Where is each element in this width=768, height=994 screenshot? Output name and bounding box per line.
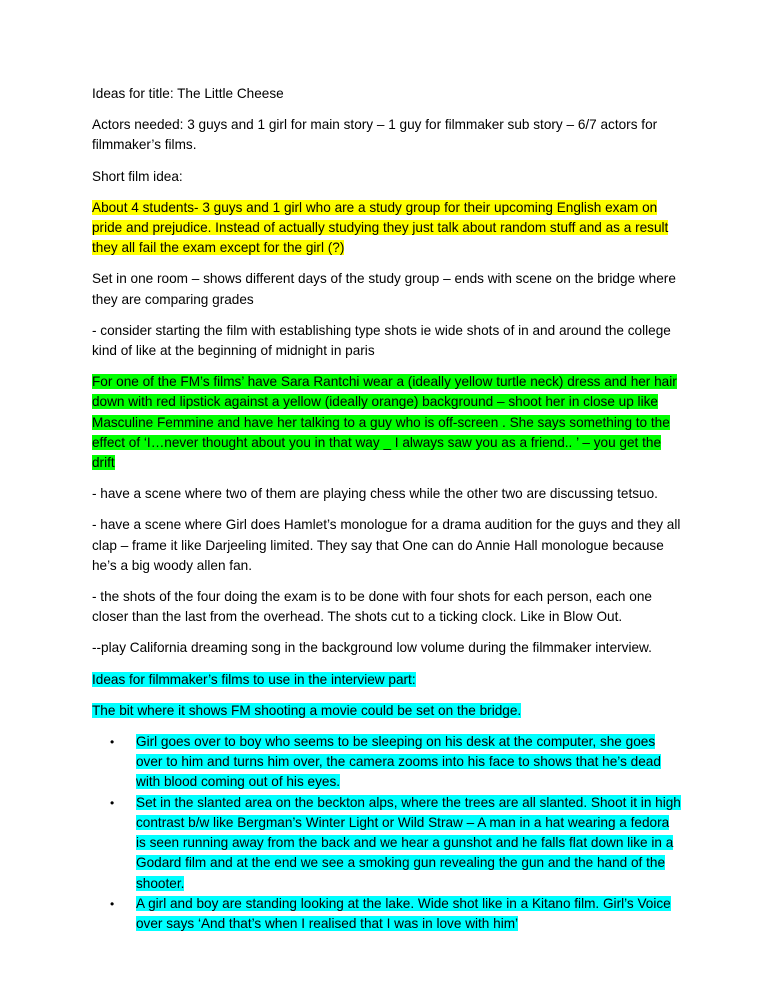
premise-paragraph [92,198,682,259]
list-item [110,894,682,934]
film-ideas-list [92,732,682,934]
list-item-text: A girl and boy are standing looking at the lake. Wide shot like in a Kitano film. Girl’s Voice over says ‘And that’s when I realised that I was in love with him’ [136,895,671,931]
premise-highlight: About 4 students- 3 guys and 1 girl who are a study group for their upcoming English exam on pride and prejudice. Instead of actually studying they just talk about random stuff and as a result they all fail the exam except for the girl (?) [92,199,669,256]
setting-paragraph: Set in one room – shows different days of the study group – ends with scene on the bridge where they are comparing grades [92,271,676,307]
actors-needed-line: Actors needed: 3 guys and 1 girl for main story – 1 guy for filmmaker sub story – 6/7 actors for filmmaker’s films. [92,117,658,153]
interview-ideas-highlight: Ideas for filmmaker’s films to use in the interview part: [92,671,416,687]
title-ideas-line: Ideas for title: The Little Cheese [92,86,284,101]
establishing-shots-paragraph: - consider starting the film with establishing type shots ie wide shots of in and around the college kind of like at the beginning of midnight in paris [92,322,671,359]
hamlet-scene-paragraph: - have a scene where Girl does Hamlet’s monologue for a drama audition for the guys and they all clap – frame it like Darjeeling limited. They say that One can do Annie Hall monologue because he’s a big woody allen fan. [92,517,681,573]
fm-film-highlight: For one of the FM’s films’ have Sara Rantchi wear a (ideally yellow turtle neck) dress and her hair down with red lipstick against a yellow (ideally orange) background – shoot her in close up like Masculine Femmine and have her talking to a guy who is off-screen . She says something to the effect of ‘I…never thought about you in that way _ I always saw you as a friend.. ’ – you get the drift [92,374,677,471]
bridge-note-highlight: The bit where it shows FM shooting a movie could be set on the bridge. [92,702,522,718]
chess-scene-paragraph: - have a scene where two of them are playing chess while the other two are discussing tetsuo. [92,486,658,502]
music-paragraph: --play California dreaming song in the background low volume during the filmmaker interview. [92,640,652,656]
fm-film-paragraph [92,372,682,473]
list-item [110,793,682,894]
exam-shots-paragraph: - the shots of the four doing the exam is to be done with four shots for each person, each one closer than the last from the overhead. The shots cut to a ticking clock. Like in Blow Out. [92,589,652,625]
list-item-text: Girl goes over to boy who seems to be sleeping on his desk at the computer, she goes over to him and turns him over, the camera zooms into his face to shows that he’s dead with blood coming out of his eyes. [136,734,661,790]
bridge-note-paragraph [92,701,682,721]
interview-ideas-label [92,670,682,690]
bullet-icon: • [110,795,115,810]
list-item-text: Set in the slanted area on the beckton alps, where the trees are all slanted. Shoot it in high contrast b/w like Bergman’s Winter Light or Wild Straw – A man in a hat wearing a fedora is seen running away from the back and we hear a gunshot and he falls flat down like in a Godard film and at the end we see a smoking gun revealing the gun and the hand of the shooter. [136,794,681,891]
bullet-icon: • [110,735,115,750]
document-page [92,84,682,934]
short-film-label: Short film idea: [92,168,183,184]
bullet-icon: • [110,896,115,911]
list-item [110,732,682,793]
